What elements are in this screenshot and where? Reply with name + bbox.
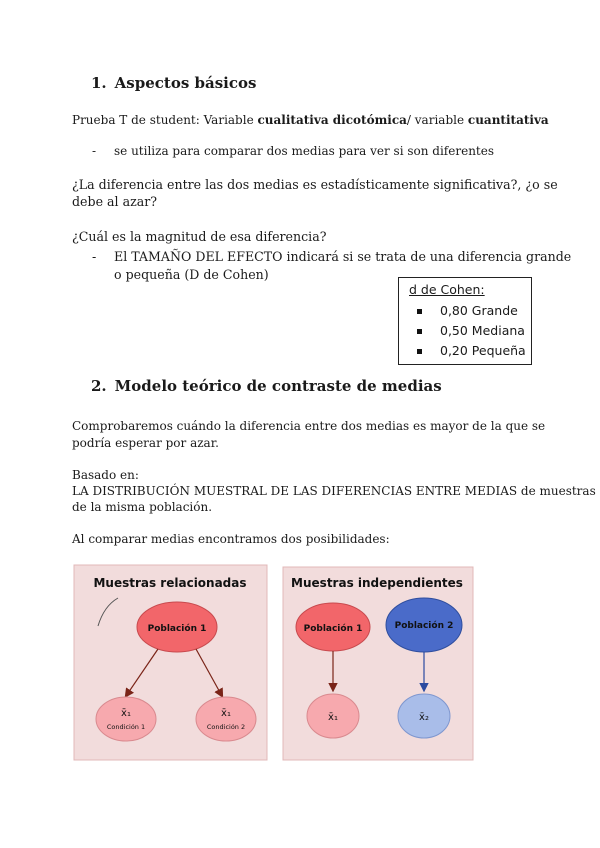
bullet2-line2: o pequeña (D de Cohen) — [114, 267, 269, 282]
section1-number: 1. — [91, 74, 107, 92]
prueba-mid: / variable — [406, 113, 468, 127]
poblacion1-label-left: Población 1 — [147, 624, 207, 634]
poblacion2-label: Población 2 — [394, 621, 454, 631]
dist-line2: de la misma población. — [72, 500, 213, 514]
question2: ¿Cuál es la magnitud de esa diferencia? — [72, 229, 327, 244]
section1-title: Aspectos básicos — [114, 74, 257, 92]
right-panel-title: Muestras independientes — [291, 576, 463, 590]
section2-number: 2. — [91, 377, 107, 395]
question1-line1: ¿La diferencia entre las dos medias es estadísticamente significativa?, ¿o se — [72, 177, 558, 192]
condicion2-mean: x̄₁ — [221, 708, 231, 719]
dist-line1: LA DISTRIBUCIÓN MUESTRAL DE LAS DIFERENCIAS ENTRE MEDIAS de muestras — [72, 484, 596, 498]
condicion1-node — [96, 697, 156, 741]
cohen-item-label: 0,20 Pequeña — [440, 343, 526, 358]
prueba-bold-cualitativa: cualitativa dicotómica — [257, 113, 407, 127]
dash-marker: - — [92, 249, 97, 264]
cohen-item-label: 0,50 Mediana — [440, 323, 525, 338]
condicion2-label: Condición 2 — [206, 723, 246, 731]
left-panel-title: Muestras relacionadas — [93, 576, 247, 590]
x2-label-independent: x̄₂ — [419, 712, 429, 723]
basado-en: Basado en: — [72, 468, 139, 482]
prueba-bold-cuantitativa: cuantitativa — [467, 113, 549, 127]
x1-label-independent: x̄₁ — [328, 712, 338, 723]
prueba-prefix: Prueba T de student: Variable — [72, 113, 258, 127]
bullet1-text: se utiliza para comparar dos medias para ver si son diferentes — [114, 144, 494, 158]
poblacion1-label-right: Población 1 — [303, 624, 363, 634]
cohen-item-label: 0,80 Grande — [440, 303, 518, 318]
comparar-line: Al comparar medias encontramos dos posibilidades: — [72, 532, 390, 546]
condicion2-node — [196, 697, 256, 741]
bullet2-line1: El TAMAÑO DEL EFECTO indicará si se trata de una diferencia grande — [114, 249, 572, 264]
cohen-title: d de Cohen: — [409, 282, 485, 297]
section2-title: Modelo teórico de contraste de medias — [114, 377, 442, 395]
para1-line2: podría esperar por azar. — [72, 436, 219, 450]
condicion1-label: Condición 1 — [106, 723, 146, 731]
para1-line1: Comprobaremos cuándo la diferencia entre dos medias es mayor de la que se — [72, 419, 546, 433]
question1-line2: debe al azar? — [72, 194, 157, 209]
dash-marker: - — [92, 144, 97, 158]
condicion1-mean: x̄₁ — [121, 708, 131, 719]
panel-independientes — [283, 567, 473, 760]
